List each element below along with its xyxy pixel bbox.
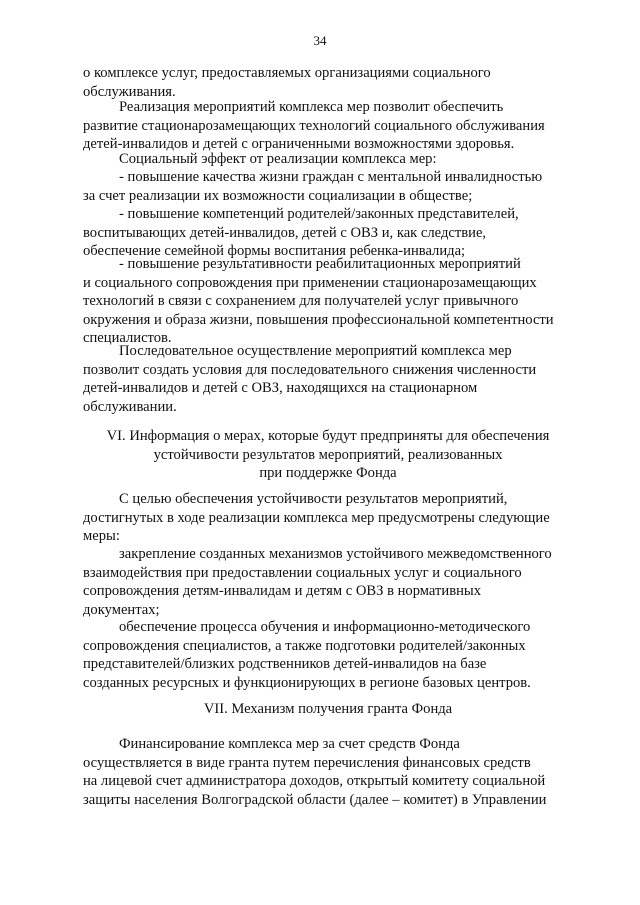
text-line: обслуживании. <box>83 398 177 415</box>
text-line: на лицевой счет администратора доходов, открытый комитету социальной <box>83 773 546 789</box>
text-line: С целью обеспечения устойчивости результатов мероприятий, <box>119 491 508 507</box>
text-line: обеспечение семейной формы воспитания ребенка-инвалида; <box>83 243 466 259</box>
text-line: при поддержке Фонда <box>259 465 397 481</box>
list-item-training <box>83 618 573 692</box>
text-line: - повышение компетенций родителей/законных представителей, <box>119 206 519 222</box>
text-line: воспитывающих детей-инвалидов, детей с ОВЗ и, как следствие, <box>83 224 487 241</box>
text-line: достигнутых в ходе реализации комплекса мер предусмотрены следующие <box>83 509 550 526</box>
text-line: о комплексе услуг, предоставляемых организациями социального <box>83 65 491 81</box>
text-line: технологий в связи с сохранением для получателей услуг привычного <box>83 293 519 309</box>
paragraph-continuation <box>83 64 573 101</box>
text-line: - повышение результативности реабилитационных мероприятий <box>119 256 521 272</box>
text-line: созданных ресурсных и функционирующих в регионе базовых центров. <box>83 674 531 691</box>
paragraph-sustainability-intro <box>83 490 573 546</box>
list-item-parent-competence <box>83 205 573 261</box>
text-line: закрепление созданных механизмов устойчивого межведомственного <box>119 546 552 562</box>
text-line: меры: <box>83 528 120 544</box>
text-line: за счет реализации их возможности социализации в обществе; <box>83 187 473 204</box>
text-line: позволит создать условия для последовательного снижения численности <box>83 361 537 378</box>
text-line: обеспечение процесса обучения и информационно-методического <box>119 619 531 635</box>
text-line: Последовательное осуществление мероприятий комплекса мер <box>119 343 512 359</box>
page-number: 34 <box>313 33 327 48</box>
section-heading-vii <box>83 700 573 719</box>
text-line: взаимодействия при предоставлении социальных услуг и социального <box>83 564 522 581</box>
text-line: специалистов. <box>83 330 172 346</box>
text-line: детей-инвалидов и детей с ограниченными возможностями здоровья. <box>83 136 515 152</box>
paragraph-financing <box>83 735 573 809</box>
text-line: Финансирование комплекса мер за счет средств Фонда <box>119 736 460 752</box>
text-line: VII. Механизм получения гранта Фонда <box>203 701 453 717</box>
list-item-interagency <box>83 545 573 619</box>
list-item-quality-of-life <box>83 168 573 205</box>
paragraph-social-effect-intro <box>83 150 573 169</box>
text-line: обслуживания. <box>83 83 176 100</box>
text-line: VI. Информация о мерах, которые будут предприняты для обеспечения <box>106 428 550 444</box>
text-line: осуществляется в виде гранта путем перечисления финансовых средств <box>83 754 531 771</box>
text-line: сопровождения специалистов, а также подготовки родителей/законных <box>83 637 526 654</box>
text-line: защиты населения Волгоградской области (далее – комитет) в Управлении <box>83 791 547 808</box>
text-line: и социального сопровождения при применении стационарозамещающих <box>83 274 537 291</box>
list-item-rehab-effectiveness <box>83 255 573 348</box>
text-line: представителей/близких родственников детей-инвалидов на базе <box>83 656 487 672</box>
paragraph-consistent-implementation <box>83 342 573 416</box>
text-line: развитие стационарозамещающих технологий социального обслуживания <box>83 117 545 134</box>
section-heading-vi <box>83 427 573 483</box>
text-line: сопровождения детям-инвалидам и детям с ОВЗ в нормативных <box>83 583 482 599</box>
text-line: устойчивости результатов мероприятий, реализованных <box>153 446 503 463</box>
text-line: - повышение качества жизни граждан с ментальной инвалидностью <box>119 169 543 185</box>
paragraph-implementation <box>83 98 573 154</box>
text-line: документах; <box>83 601 160 618</box>
text-line: окружения и образа жизни, повышения профессиональной компетентности <box>83 311 554 328</box>
text-line: Социальный эффект от реализации комплекса мер: <box>119 151 437 167</box>
text-line: Реализация мероприятий комплекса мер позволит обеспечить <box>119 99 504 115</box>
text-line: детей-инвалидов и детей с ОВЗ, находящихся на стационарном <box>83 380 478 396</box>
